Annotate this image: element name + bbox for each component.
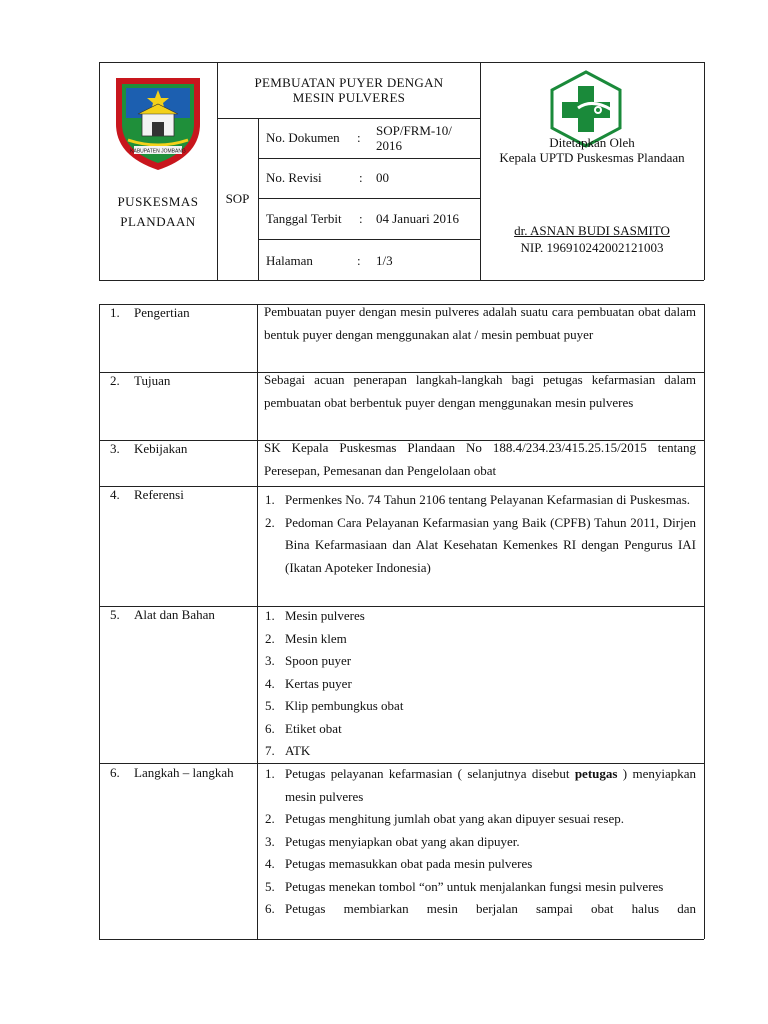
list-item: 5. Petugas menekan tombol “on” untuk menjalankan fungsi mesin pulveres xyxy=(265,878,664,894)
section-number: 4. xyxy=(110,487,120,502)
field-value-tanggal-terbit: 04 Januari 2016 xyxy=(376,211,460,226)
approver-name: dr. ASNAN BUDI SASMITO xyxy=(514,223,670,238)
list-item: 1. Permenkes No. 74 Tahun 2106 tentang Pelayanan Kefarmasian di Puskesmas. xyxy=(265,492,691,507)
section-label-tujuan: Tujuan xyxy=(134,373,171,388)
section-number: 6. xyxy=(110,765,120,780)
field-value-no-revisi: 00 xyxy=(376,170,389,185)
approver-nip: NIP. 196910242002121003 xyxy=(520,240,664,255)
field-label-no-revisi: No. Revisi xyxy=(266,170,322,185)
list-item: 5. Klip pembungkus obat xyxy=(265,698,404,713)
field-value-halaman: 1/3 xyxy=(376,253,393,268)
document-title: PEMBUATAN PUYER DENGAN MESIN PULVERES xyxy=(254,75,444,105)
field-label-no-dokumen: No. Dokumen xyxy=(266,130,340,145)
field-sep: : xyxy=(357,130,361,145)
list-item: 1. Mesin pulveres xyxy=(265,608,365,623)
regency-emblem xyxy=(112,74,204,172)
steps-container xyxy=(265,763,696,938)
list-item: 2. Pedoman Cara Pelayanan Kefarmasian yang Baik (CPFB) Tahun 2011, Dirjen Bina Kefarmasiaan dan Alat Kesehatan Kemenkes RI dengan Pengurus IAI (Ikatan Apoteker Indonesia) xyxy=(265,514,696,575)
section-text-tujuan: Sebagai acuan penerapan langkah-langkah bagi petugas kefarmasian dalam pembuatan obat berbentuk puyer dengan menggunakan mesin pulveres xyxy=(264,372,696,410)
section-label-alat-bahan: Alat dan Bahan xyxy=(134,607,215,622)
section-label-referensi: Referensi xyxy=(134,487,184,502)
list-item: 7. ATK xyxy=(265,743,311,758)
section-number: 2. xyxy=(110,373,120,388)
field-label-tanggal-terbit: Tanggal Terbit xyxy=(266,211,342,226)
field-sep: : xyxy=(359,211,363,226)
section-number: 5. xyxy=(110,607,120,622)
section-number: 1. xyxy=(110,305,120,320)
list-item: 4. Kertas puyer xyxy=(265,675,352,691)
approval-line2: Kepala UPTD Puskesmas Plandaan xyxy=(499,150,685,165)
list-item: 4. Petugas memasukkan obat pada mesin pulveres xyxy=(265,856,533,871)
field-label-halaman: Halaman xyxy=(266,253,313,268)
list-item: 6. Petugas membiarkan mesin berjalan sampai obat halus dan xyxy=(265,901,696,916)
reference-list xyxy=(265,489,696,579)
section-text-pengertian: Pembuatan puyer dengan mesin pulveres adalah suatu cara pembuatan obat dalam bentuk puyer dengan menggunakan alat / mesin pembuat puyer xyxy=(264,304,696,342)
list-item: 6. Etiket obat xyxy=(265,720,342,736)
emblem-ribbon-text: KABUPATEN JOMBANG xyxy=(130,148,186,155)
doc-type: SOP xyxy=(225,191,250,206)
field-sep: : xyxy=(357,253,361,268)
list-item: 1. Petugas pelayanan kefarmasian ( selanjutnya disebut petugas ) menyiapkan mesin pulveres xyxy=(265,766,696,804)
field-sep: : xyxy=(359,170,363,185)
list-item: 3. Spoon puyer xyxy=(265,653,352,668)
section-label-pengertian: Pengertian xyxy=(134,305,190,320)
list-item: 2. Mesin klem xyxy=(265,630,347,646)
org-name: PUSKESMAS PLANDAAN xyxy=(117,194,199,229)
list-item: 3. Petugas menyiapkan obat yang akan dipuyer. xyxy=(265,833,520,849)
equipment-list xyxy=(265,605,696,763)
section-number: 3. xyxy=(110,441,120,456)
section-text-kebijakan: SK Kepala Puskesmas Plandaan No 188.4/234.23/415.25.15/2015 tentang Peresepan, Pemesanan dan Pengelolaan obat xyxy=(264,440,696,478)
section-label-langkah: Langkah – langkah xyxy=(134,765,234,780)
steps-list xyxy=(265,763,696,921)
section-label-kebijakan: Kebijakan xyxy=(134,441,188,456)
list-item: 2. Petugas menghitung jumlah obat yang akan dipuyer sesuai resep. xyxy=(265,811,625,826)
field-value-no-dokumen: SOP/FRM-10/ 2016 xyxy=(376,123,452,153)
approval-line1: Ditetapkan Oleh xyxy=(549,135,635,150)
